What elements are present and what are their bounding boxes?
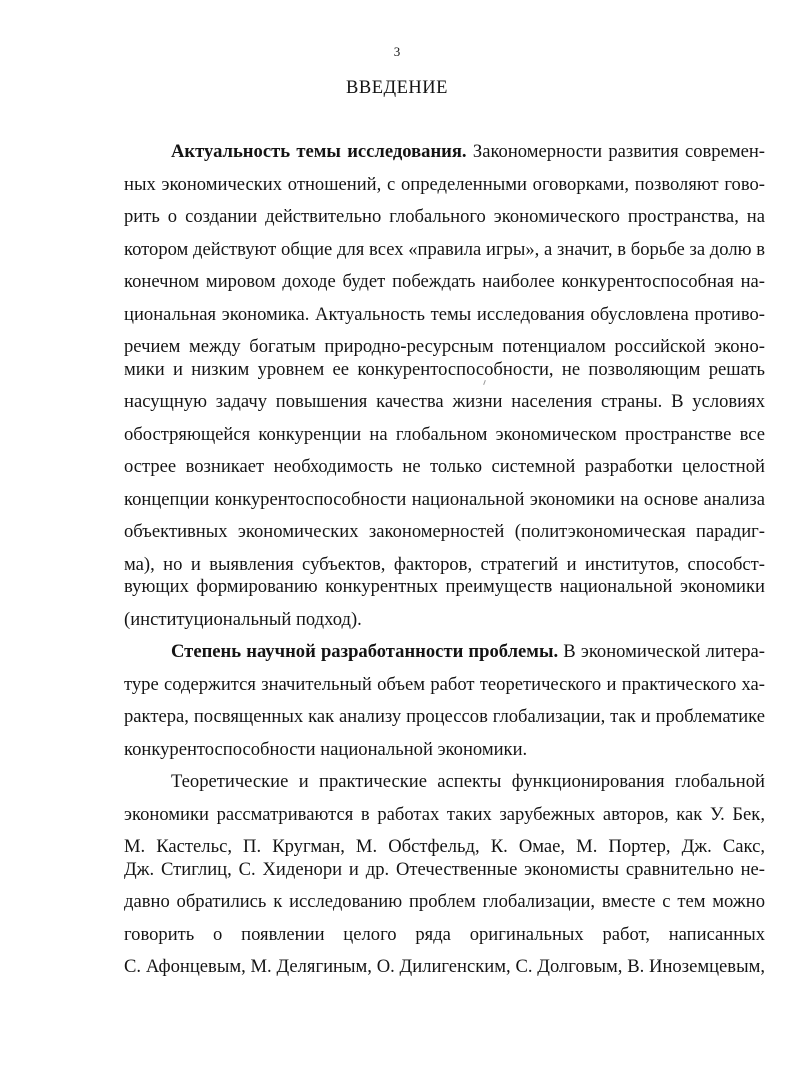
paragraph-line: ма), но и выявления субъектов, факторов, стратегий и институтов, способст-: [124, 553, 765, 575]
line-text: В экономической литера-: [558, 641, 765, 662]
paragraph-line: [171, 140, 765, 164]
paragraph-line: котором действуют общие для всех «правила игры», а значит, в борьбе за долю в: [124, 238, 765, 260]
paragraph-line: Теоретические и практические аспекты функционирования глобальной: [171, 771, 765, 792]
paragraph-line: рактера, посвященных как анализу процессов глобализации, так и проблематике: [124, 706, 765, 727]
paragraph-line: М. Кастельс, П. Кругман, М. Обстфельд, К. Омае, М. Портер, Дж. Сакс,: [124, 836, 765, 857]
paragraph-lead: Степень научной разработанности проблемы.: [171, 641, 559, 662]
paragraph-line: ных экономических отношений, с определенными оговорками, позволяют гово-: [124, 173, 765, 195]
line-text: Закономерности развития современ-: [466, 141, 765, 162]
paragraph-line: мики и низким уровнем ее конкурентоспособности, не позволяющим решать: [124, 358, 765, 380]
paragraph-line: туре содержится значительный объем работ теоретического и практического ха-: [124, 673, 765, 695]
paragraph-line: циональная экономика. Актуальность темы исследования обусловлена противо-: [124, 303, 765, 325]
paragraph-line: говорить о появлении целого ряда оригинальных работ, написанных: [124, 923, 765, 945]
paragraph-line: рить о создании действительно глобального экономического пространства, на: [124, 206, 765, 227]
paragraph-line: [171, 640, 765, 664]
paragraph-line: обостряющейся конкуренции на глобальном экономическом пространстве все: [124, 423, 765, 445]
page-number: 3: [393, 44, 401, 59]
paragraph-line: (институциональный подход).: [124, 608, 362, 630]
paragraph-line: Дж. Стиглиц, С. Хиденори и др. Отечественные экономисты сравнительно не-: [124, 858, 765, 880]
paragraph-line: С. Афонцевым, М. Делягиным, О. Дилигенским, С. Долговым, В. Иноземцевым,: [124, 956, 765, 977]
paragraph-line: насущную задачу повышения качества жизни населения страны. В условиях: [124, 391, 765, 412]
paragraph-line: острее возникает необходимость не только системной разработки целостной: [124, 456, 765, 477]
scan-speck: [483, 380, 486, 385]
paragraph-line: конечном мировом доходе будет побеждать наиболее конкурентоспособная на-: [124, 271, 765, 292]
paragraph-line: речием между богатым природно-ресурсным потенциалом российской эконо-: [124, 336, 765, 357]
paragraph-line: экономики рассматриваются в работах таких зарубежных авторов, как У. Бек,: [124, 803, 765, 825]
paragraph-line: давно обратились к исследованию проблем глобализации, вместе с тем можно: [124, 891, 765, 912]
paragraph-lead: Актуальность темы исследования.: [171, 141, 467, 162]
paragraph-line: объективных экономических закономерностей (политэкономическая парадиг-: [124, 521, 765, 542]
page-heading: ВВЕДЕНИЕ: [346, 78, 448, 98]
paragraph-line: вующих формированию конкурентных преимуществ национальной экономики: [124, 576, 765, 597]
paragraph-line: концепции конкурентоспособности национальной экономики на основе анализа: [124, 488, 765, 510]
paragraph-line: конкурентоспособности национальной экономики.: [124, 738, 528, 760]
